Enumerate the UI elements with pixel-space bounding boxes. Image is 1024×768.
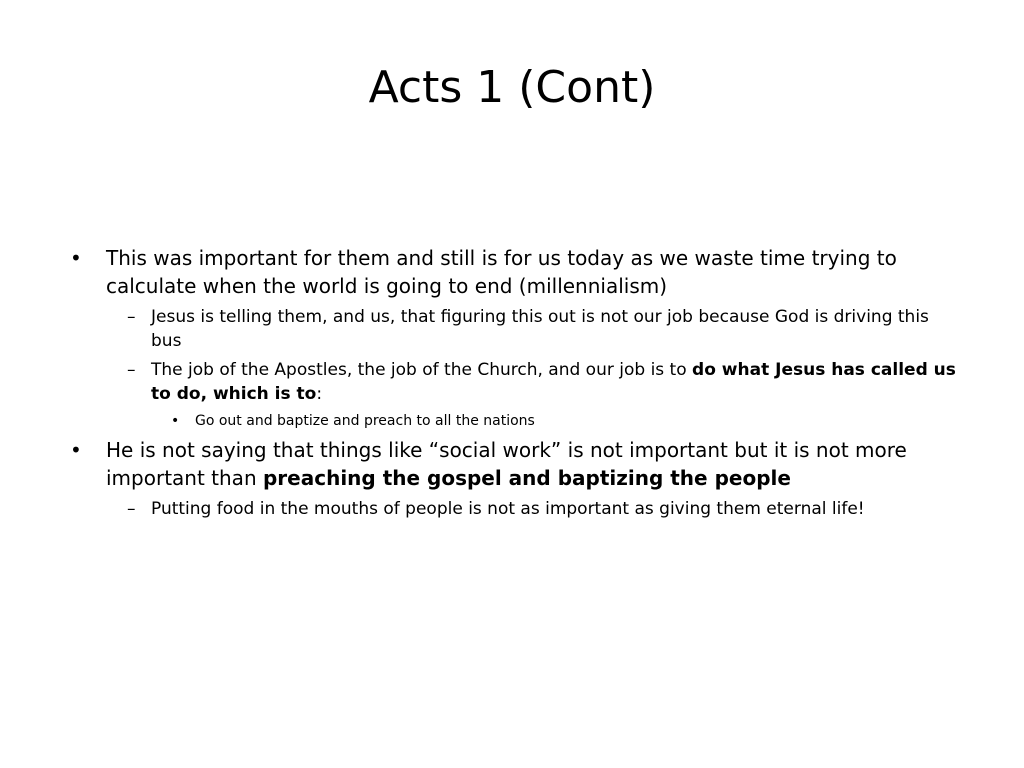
- bullet-item: [70, 244, 960, 300]
- dash-icon: –: [127, 307, 136, 327]
- dash-icon: –: [127, 360, 136, 380]
- bullet-text: He is not saying that things like “social work” is not important but it is not more important than: [106, 438, 907, 490]
- bullet-icon: •: [70, 246, 82, 270]
- sub-bullet-text: The job of the Apostles, the job of the Church, and our job is to: [151, 360, 693, 380]
- sub-bullet-item: [70, 358, 960, 406]
- bullet-item: [70, 436, 960, 492]
- sub-bullet-item: [70, 497, 960, 521]
- sub-bullet-text-end: :: [316, 384, 323, 404]
- slide-title: Acts 1 (Cont): [368, 62, 656, 113]
- dash-icon: –: [127, 499, 136, 519]
- bullet-icon: •: [171, 413, 180, 429]
- sub-sub-bullet-item: [70, 411, 960, 432]
- sub-bullet-item: [70, 305, 960, 353]
- bullet-icon: •: [70, 438, 82, 462]
- bullet-bold-text: preaching the gospel and baptizing the people: [262, 466, 791, 490]
- slide-body: [70, 244, 960, 526]
- sub-bullet-text: Putting food in the mouths of people is not as important as giving them eternal life!: [151, 499, 865, 519]
- sub-bullet-text: Jesus is telling them, and us, that figuring this out is not our job because God is driving this bus: [151, 307, 929, 351]
- bullet-text: This was important for them and still is for us today as we waste time trying to calculate when the world is going to end (millennialism): [106, 246, 897, 298]
- sub-bullet-bold-text: do what Jesus has called us to do, which is to: [151, 360, 956, 404]
- sub-sub-bullet-text: Go out and baptize and preach to all the nations: [195, 413, 535, 429]
